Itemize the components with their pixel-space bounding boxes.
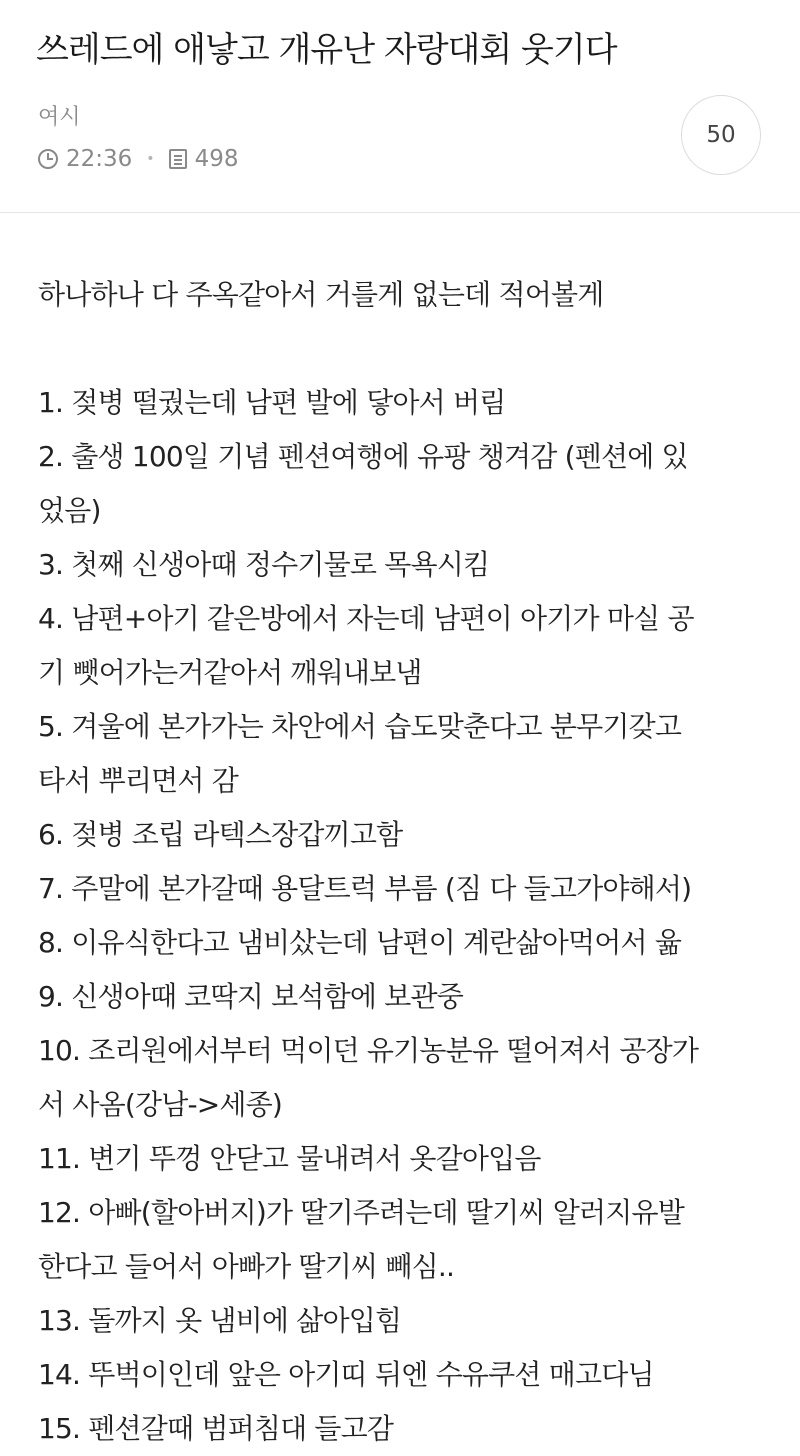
list-item: 서 사옴(강남->세종)	[38, 1088, 283, 1121]
post-header	[0, 0, 800, 213]
body-blank-line	[38, 322, 760, 376]
list-item: 9. 신생아때 코딱지 보석함에 보관중	[38, 980, 463, 1013]
list-item: 었음)	[38, 494, 101, 527]
clock-icon	[38, 149, 58, 169]
author-name[interactable]: 여시	[38, 105, 81, 130]
list-item: 3. 첫째 신생아때 정수기물로 목욕시킴	[38, 548, 490, 581]
list-item: 5. 겨울에 본가가는 차안에서 습도맞춘다고 분무기갖고	[38, 710, 682, 743]
view-count: 498	[194, 146, 239, 172]
list-item: 13. 돌까지 옷 냄비에 삶아입힘	[38, 1304, 402, 1337]
separator-dot: •	[146, 151, 155, 167]
list-item: 15. 펜션갈때 범퍼침대 들고감	[38, 1412, 394, 1445]
list-item: 타서 뿌리면서 감	[38, 764, 238, 797]
list-item: 한다고 들어서 아빠가 딸기씨 빼심..	[38, 1250, 455, 1283]
post-time: 22:36	[66, 146, 133, 172]
list-item: 6. 젖병 조립 라텍스장갑끼고함	[38, 818, 403, 851]
body-line: 하나하나 다 주옥같아서 거를게 없는데 적어볼게	[38, 278, 604, 311]
post-meta	[38, 142, 238, 176]
list-item: 기 뺏어가는거같아서 깨워내보냄	[38, 656, 422, 689]
list-item: 8. 이유식한다고 냄비샀는데 남편이 계란삶아먹어서 윪	[38, 926, 682, 959]
list-item: 14. 뚜벅이인데 앞은 아기띠 뒤엔 수유쿠션 매고다님	[38, 1358, 654, 1391]
document-icon	[169, 149, 187, 169]
post-title: 쓰레드에 애낳고 개유난 자랑대회 웃기다	[36, 30, 617, 70]
post-body	[38, 268, 760, 1456]
comment-count-button[interactable]: 50	[681, 95, 761, 175]
list-item: 10. 조리원에서부터 먹이던 유기농분유 떨어져서 공장가	[38, 1034, 699, 1067]
list-item: 1. 젖병 떨궜는데 남편 발에 닿아서 버림	[38, 386, 506, 419]
list-item: 2. 출생 100일 기념 펜션여행에 유팡 챙겨감 (펜션에 있	[38, 440, 688, 473]
list-item: 7. 주말에 본가갈때 용달트럭 부름 (짐 다 들고가야해서)	[38, 872, 692, 905]
list-item: 4. 남편+아기 같은방에서 자는데 남편이 아기가 마실 공	[38, 602, 694, 635]
list-item: 11. 변기 뚜껑 안닫고 물내려서 옷갈아입음	[38, 1142, 541, 1175]
list-item: 12. 아빠(할아버지)가 딸기주려는데 딸기씨 알러지유발	[38, 1196, 684, 1229]
